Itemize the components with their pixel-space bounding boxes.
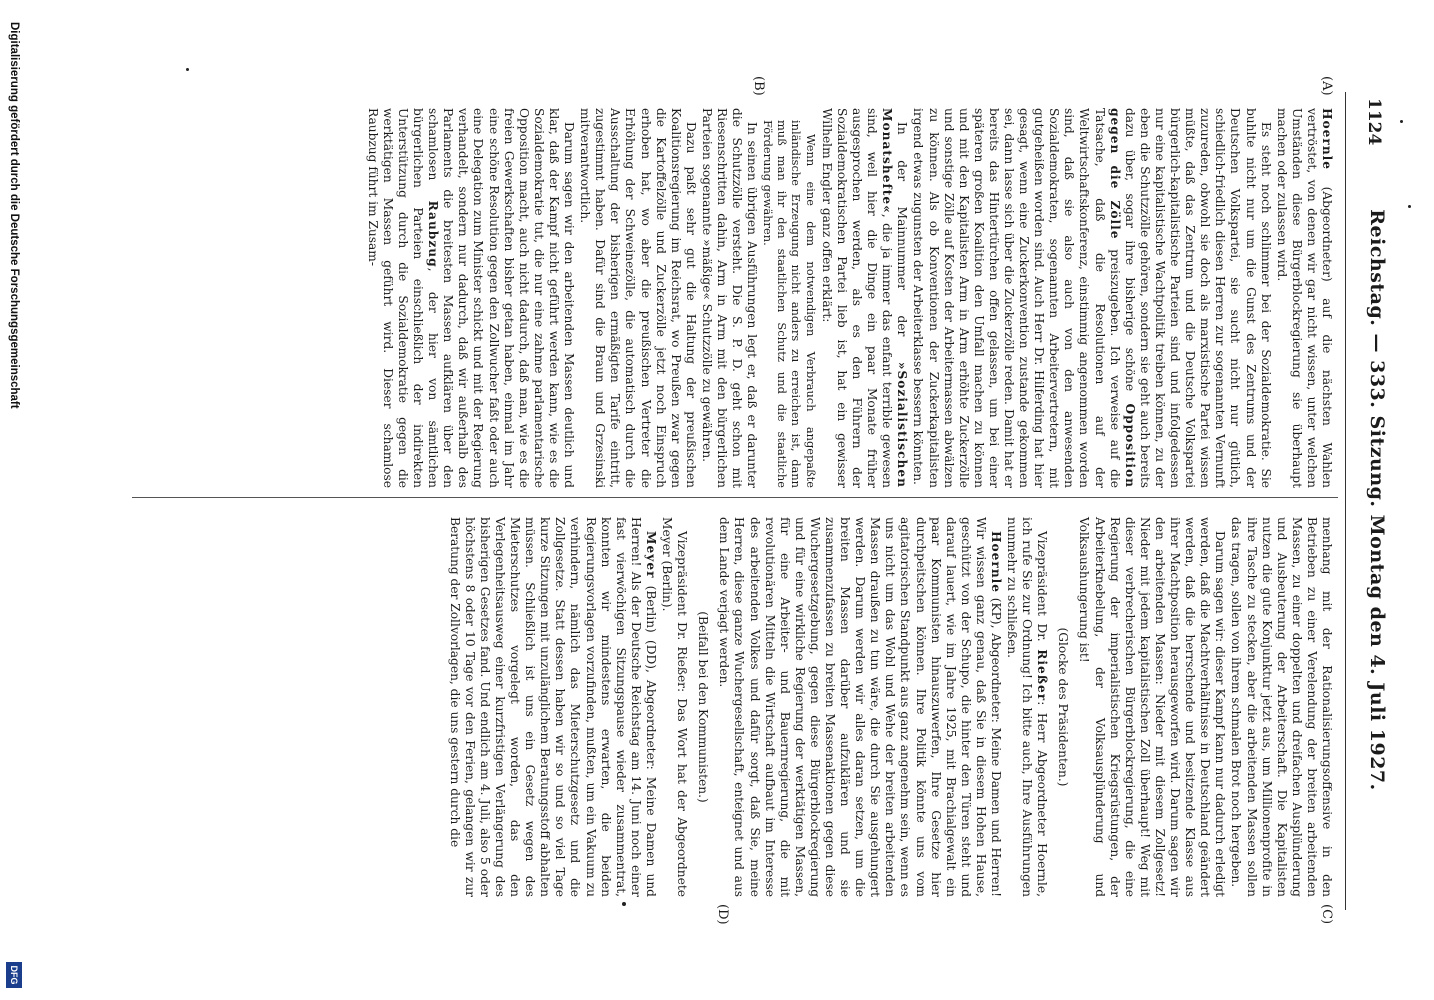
paragraph: Dazu paßt sehr gut die Haltung der preußischen Koalitionsregierung im Reichsrat, wo Preußen zwar gegen die Kartoffelzölle und Zuckerzölle jetzt noch Einspruch erhoben hat, wo aber die preußischen Vertreter die Erhöhung der Schweinezölle, die automatisch durch die Ausschaltung der bisherigen ermäßigten Tarife eintritt, zugestimmt haben. Dafür sind die Braun und Grzesinski mitverantwortlich. [578, 108, 698, 488]
scan-speckle [622, 902, 626, 906]
scan-speckle [1408, 205, 1411, 208]
scan-speckle [186, 68, 189, 71]
speaker-name: Hoernle [1320, 108, 1334, 171]
paragraph: In seinen übrigen Ausführungen legt er, daß er darunter die Schutzzölle versteht. Die S. P. D. geht schon mit Riesenschritten dahin, Arm in Arm mit den bürgerlichen Parteien sogenannte »mäßige« Schutzzölle zu gewähren. [699, 108, 760, 488]
footer-credit: Digitalisierung gefördert durch die Deutsche Forschungsgemeinschaft [8, 22, 20, 409]
paragraph-text: (Abgeordneter) auf die nächsten Wahlen vertröstet, von denen wir gar nicht wissen, unter welchen Umständen diese Bürgerblockregierung sie überhaupt machen oder zulassen wird. [1274, 108, 1334, 488]
margin-marker-a: (A) [1319, 76, 1334, 96]
paragraph-text: In der Mainnummer der [895, 122, 910, 337]
margin-marker-c: (C) [1319, 904, 1334, 925]
stage-direction: (Glocke des Präsidenten.) [1056, 627, 1071, 787]
paragraph: Darum sagen wir: dieser Kampf kann nur dadurch erledigt werden, daß die Machtverhältnisse in Deutschland geändert werden, daß die herrschende und besitzende Klasse aus ihrer Machtposition herausgeworfen wird. Darum sagen wir den arbeitenden Massen: Nieder mit diesem Zollgesetz! Nieder mit jedem kapitalistischen Zoll überhaupt! Weg mit dieser verbrecherischen Bürgerblockregierung, die eine Regierung der imperialistischen Kriegsrüstungen, der Arbeiterknebelung, der Volksausplünderung und Volksaushungerung ist! [1077, 517, 1228, 897]
paragraph-text: Vizepräsident Dr. [1035, 531, 1050, 642]
paragraph-text: preiszugeben. Ich verweise auf die Tatsache, daß die Resolutionen auf der Weltwirtschaftskonferenz, einstimmig angenommen worden sind, daß sie also auch von den anwesenden Sozialdemokraten, sogenannten Arbeitervertretern, mit gutgeheißen worden sind. Auch Herr Dr. Hilferding hat hier gesagt, wenn eine Zuckerkonvention zustande gekommen sei, dann lasse sich über die Zuckerzölle reden. Damit hat er bereits das Hintertürchen offen gelassen, um bei einer späteren großen Koalition den Umfall machen zu können und mit den Kapitalisten Arm in Arm erhöhte Zuckerzölle und sonstige Zölle auf Kosten der Arbeitermassen abwälzen zu können. Als ob Konventionen der Zuckerkapitalisten irgend etwas zugunsten der Arbeiterklasse bessern könnten. [911, 108, 1122, 488]
emphasis: »Sozialistischen Monatshefte« [880, 108, 910, 489]
paragraph-text: , der hier von sämtlichen bürgerlichen Parteien einschließlich der indirekten Unterstützung durch die Sozialdemokratie gegen die werktätigen Massen geführt wird. Dieser schamlose Raubzug führt im Zusam- [365, 108, 441, 489]
emphasis: Raubzug [426, 200, 441, 268]
emphasis: Opposition gegen die Zölle [1107, 108, 1137, 489]
paragraph-text: Es steht noch schlimmer bei der Sozialdemokratie. Sie buhlte nicht nur um die Gunst des Zentrums und der Deutschen Volkspartei, sie sucht nicht nur gütlich, schiedlich-friedlich diesen Herren zur sogenannten Vernunft zuzureden, obwohl sie doch als marxistische Partei wissen müßte, daß das Zentrum und die Deutsche Volkspartei bürgerlich-kapitalistische Parteien sind und infolgedessen nur eine kapitalistische Wachtpolitik treiben können, zu der eben die Schutzzölle gehören, sondern sie geht auch bereits dazu über, sogar ihre bisherige schöne [1122, 108, 1273, 488]
paragraph-text: (KP), Abgeordneter: Meine Damen und Herren! Wir wissen ganz genau, daß Sie in diesem Hohen Hause, geschützt von der Schupo, die hinter den Türen steht und darauf lauert, wie im Jahre 1925, mit Brachialgewalt ein paar Kommunisten hinauszuwerfen, Ihre Gesetze hier durchpeitschen können. Ihre Politik könnte uns vom agitatorischen Standpunkt aus ganz angenehm sein, wenn es uns nicht um das Wohl und Wehe der breiten arbeitenden Massen draußen zu tun wäre, die durch Sie ausgehungert werden. Darum werden wir alles daran setzen, um die breiten Massen darüber aufzuklären und sie zusammenzufassen zu breiten Massenaktionen gegen diese Wuchergesetzgebung, gegen diese Bürgerblockregierung und für eine wirkliche Regierung der werktätigen Massen, für eine Arbeiter- und Bauernregierung, die mit revolutionären Mitteln die Wirtschaft aufbaut im Interesse des arbeitenden Volkes und dafür sorgt, daß Sie, meine Herren, diese ganze Wuchergesellschaft, enteignet und aus dem Lande verjagt werden. [717, 517, 1004, 897]
paragraph: menhang mit der Rationalisierungsoffensive in den Betrieben zu einer Verelendung der breiten arbeitenden Massen, zu einer doppelten und dreifachen Ausplünderung und Ausbeuterung der Arbeiterschaft. Die Kapitalisten nutzen die gute Konjunktur jetzt aus, um Millionenprofite in ihre Tasche zu stecken, aber die arbeitenden Massen sollen das tragen, sollen von ihrem schmalen Brot noch hergeben. [1229, 517, 1334, 897]
paragraph-text: : Herr Abgeordneter Hoernle, ich rufe Sie zur Ordnung! Ich bitte auch, Ihre Ausführungen nunmehr zu schließen. [1005, 517, 1050, 897]
margin-marker-b: (B) [751, 76, 766, 96]
speaker-name: Rießer [1035, 649, 1050, 702]
page-title: Reichstag. — 333. Sitzung. Montag den 4. Juli 1927. [1366, 209, 1388, 791]
paragraph-text: , die ja immer das enfant terrible gewesen sind, weil hier die Dinge ein paar Monate früher ausgesprochen werden, als es den Führern der Sozialdemokratischen Partei lieb ist, hat ein gewisser Wilhelm Engler ganz offen erklärt: [819, 108, 895, 488]
stage-direction: (Beifall bei den Kommunisten.) [696, 611, 711, 803]
speaker-name: Hoernle [989, 531, 1004, 594]
quote: Wenn eine dem notwendigen Verbrauch angepaßte inländische Erzeugung nicht anders zu erreichen ist, dann muß man ihr den staatlichen Schutz und die staatliche Förderung gewähren. [760, 120, 818, 488]
dfg-logo-icon: DFG [6, 962, 22, 988]
speaker-name: Meyer [643, 531, 658, 579]
paragraph-text: Darum sagen wir den arbeitenden Massen deutlich und klar, daß der Kampf nicht geführt werden kann, wie es die Sozialdemokratie tut, die nur eine zahme parlamentarische Opposition macht, auch nicht dadurch, daß man, wie es die freien Gewerkschaften bisher getan haben, einmal im Jahr eine schöne Resolution gegen den Zollwucher faßt oder auch eine Delegation zum Minister schickt und mit der Regierung verhandelt, sondern nur dadurch, daß wir außerhalb des Parlaments die breitesten Massen aufklären über den schamlosen [426, 108, 577, 488]
paragraph-text: (Berlin) (DD), Abgeordneter: Meine Damen und Herren! Als der Deutsche Reichstag am 14. Juni noch einer fast vierwöchigen Sitzungspause wieder zusammentrat, konnten wir mindestens erwarten, die beiden Regierungsvorlagen vorzufinden, mußten, um ein Vakuum zu verhindern, nämlich das Mieterschutzgesetz und die Zollgesetze. Statt dessen haben wir so und so viel Tage kurze Sitzungen mit unzulänglichem Beratungsstoff abhalten müssen. Schließlich ist uns ein Gesetz wegen des Mieterschutzes vorgelegt worden, das den Verlegenheitsausweg einer kurzfristigen Verlängerung des bisherigen Gesetzes fand. Und endlich am 4. Juli, also 5 oder höchstens 8 oder 10 Tage vor den Ferien, gelangen wir zur Beratung der Zollvorlagen, die uns gestern durch die [447, 517, 658, 897]
paragraph: Vizepräsident Dr. Rießer: Das Wort hat der Abgeordnete Meyer (Berlin). [660, 517, 690, 897]
page-number: 1124 [1364, 98, 1384, 146]
scan-speckle [1400, 120, 1403, 123]
margin-marker-d: (D) [715, 904, 730, 925]
